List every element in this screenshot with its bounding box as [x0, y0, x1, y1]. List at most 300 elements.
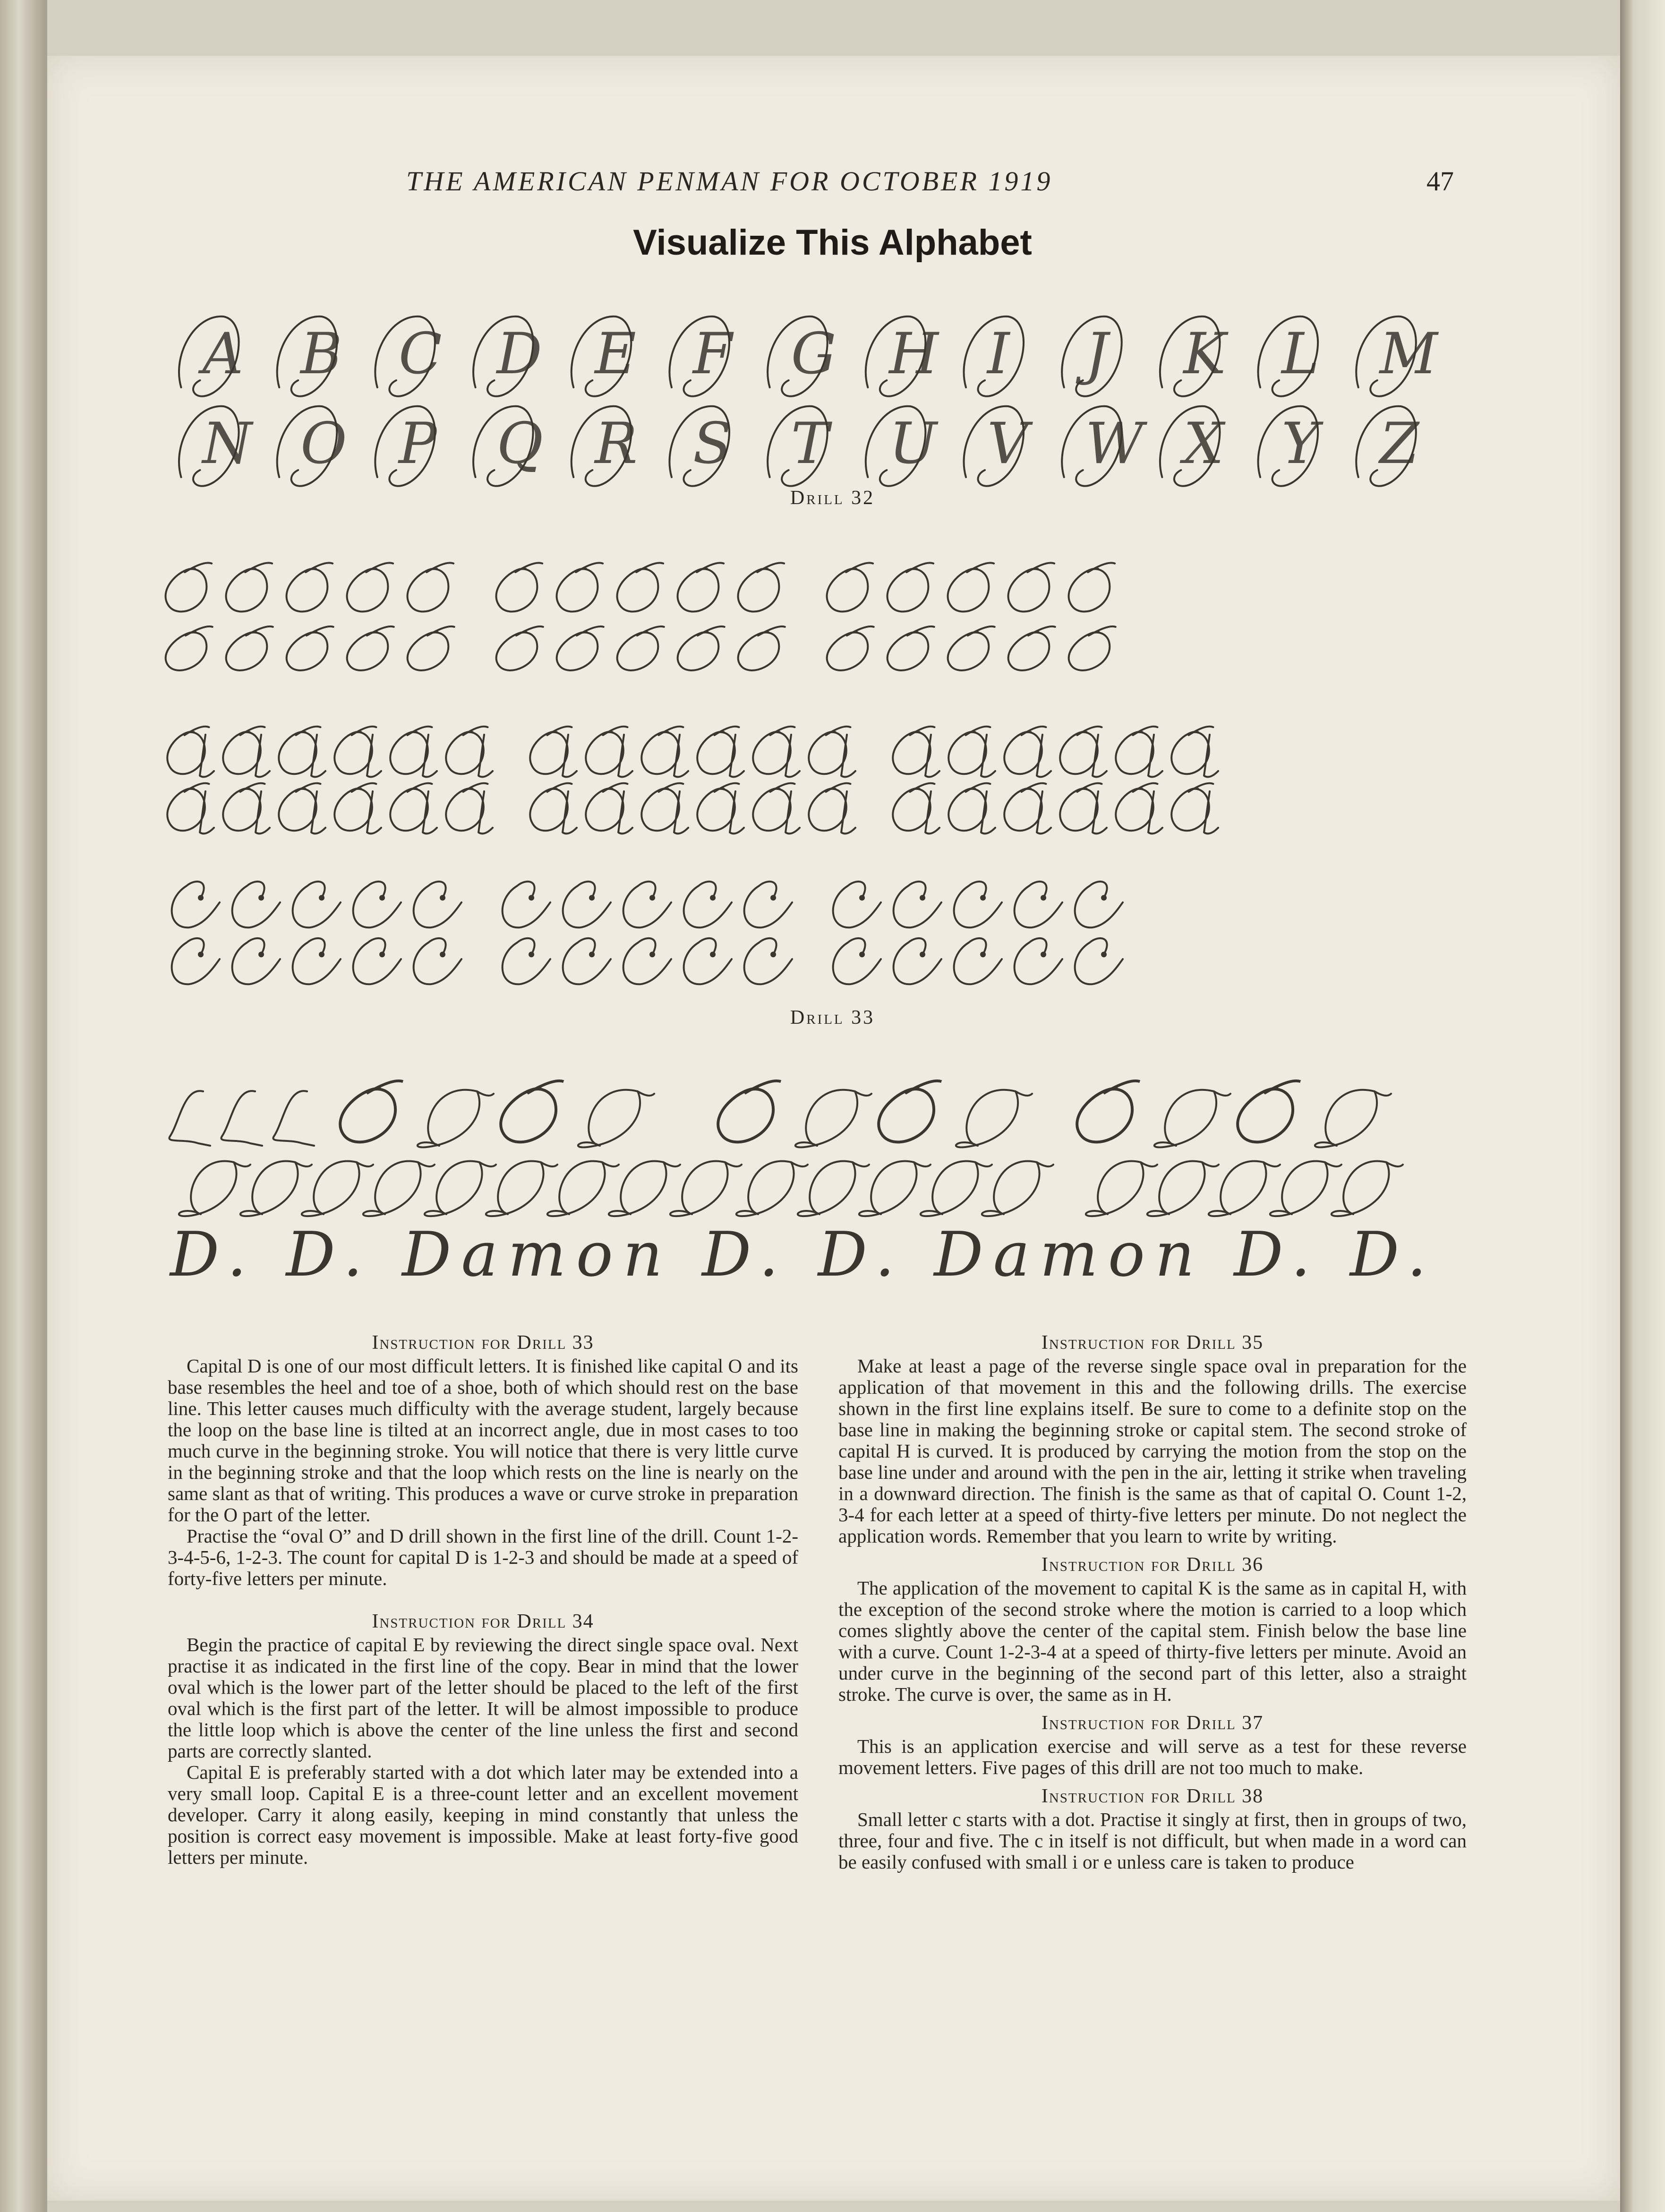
c-drill-dot [319, 895, 324, 900]
drill-32-label: Drill 32 [790, 487, 875, 509]
c-drill-glyph [833, 882, 881, 927]
a-drill-glyph [523, 725, 583, 778]
a-drill-glyph [1109, 725, 1169, 778]
a-drill-glyph-stroke [1165, 725, 1225, 778]
a-drill-glyph [1165, 725, 1225, 778]
c-drill-dot [649, 895, 655, 900]
c-drill-row-2-glyphs [142, 926, 1455, 992]
a-drill-glyph-stroke [272, 781, 332, 835]
oval-drill-glyph-stroke [401, 625, 464, 675]
oval-drill-row-2 [142, 619, 1455, 680]
oval-drill-glyph [1063, 625, 1126, 675]
a-drill-glyph-stroke [161, 781, 221, 835]
a-drill-stem [925, 735, 939, 777]
heavy-oval [870, 1079, 956, 1148]
a-drill-stem [981, 791, 995, 833]
a-drill-glyph-stroke [1053, 781, 1113, 835]
a-drill-glyph-stroke [691, 725, 751, 778]
heavy-oval [1229, 1079, 1315, 1148]
oval-drill-row-1-glyphs [142, 553, 1455, 624]
a-drill-stem [730, 735, 744, 777]
c-drill-glyph [623, 882, 671, 927]
heavy-oval-stroke [1068, 1079, 1154, 1148]
capital-letter: R [595, 411, 638, 477]
oval-drill-glyph-stroke [821, 625, 884, 675]
c-drill-glyph [1075, 938, 1123, 984]
oval-drill-glyph [672, 625, 734, 675]
a-drill-glyph-stroke [439, 781, 499, 835]
a-drill-glyph [579, 725, 639, 778]
a-drill-row-2 [142, 775, 1455, 841]
a-drill-stem [618, 735, 632, 777]
capital-letter: X [1183, 411, 1224, 477]
a-drill-stem [1093, 791, 1107, 833]
capital-letter: W [1085, 411, 1144, 477]
a-drill-glyph [998, 781, 1058, 835]
capital-d [1154, 1090, 1230, 1148]
oval-drill-glyph-stroke [550, 561, 614, 616]
capital-d [921, 1161, 992, 1216]
a-drill-glyph-stroke [942, 725, 1002, 778]
c-drill-row-1-glyphs [142, 869, 1455, 935]
d-drill-row [142, 1148, 1455, 1224]
body-paragraph: Small letter c starts with a dot. Practise it singly at first, then in groups of two, three, four and five. The c in itself is not difficult, but when made in a word can be easily confused with small i or e unless care is taken to produce [838, 1809, 1467, 1873]
section-heading: Instruction for Drill 34 [372, 1611, 594, 1632]
a-drill-stem [1037, 735, 1051, 777]
c-drill-glyph [563, 938, 611, 984]
a-drill-stem [423, 735, 437, 777]
a-drill-row-2-glyphs [142, 775, 1455, 841]
a-drill-glyph [523, 781, 583, 835]
capital-letter: V [987, 411, 1028, 477]
oval-drill-glyph [1002, 625, 1065, 675]
c-drill-glyph [503, 882, 550, 927]
c-drill-glyph [172, 938, 220, 984]
capital-d [956, 1090, 1032, 1148]
c-drill-dot [440, 952, 445, 957]
a-drill-glyph [161, 725, 221, 778]
c-drill-glyph [744, 882, 792, 927]
l-stroke [169, 1091, 210, 1146]
script-alphabet-row-2 [142, 392, 1455, 501]
oval-drill-glyph-stroke [490, 625, 553, 675]
heavy-oval [332, 1079, 417, 1148]
a-drill-glyph-stroke [272, 725, 332, 778]
oval-drill-glyph-stroke [942, 625, 1005, 675]
a-drill-stem [730, 791, 744, 833]
c-drill-dot [710, 952, 716, 957]
c-drill-glyph [293, 938, 341, 984]
capital-d [982, 1161, 1053, 1216]
a-drill-stem [478, 791, 493, 833]
oval-drill-glyph-stroke [280, 561, 344, 616]
body-paragraph: This is an application exercise and will serve as a test for these reverse movement letters. Five pages of this drill are not too much to make. [838, 1735, 1467, 1778]
oval-drill-glyph-stroke [341, 625, 404, 675]
a-drill-stem [367, 791, 381, 833]
c-drill-row-1 [142, 869, 1455, 935]
oval-drill-glyph [401, 561, 465, 616]
a-drill-glyph [272, 781, 332, 835]
capital-letter: Y [1281, 411, 1319, 477]
oval-drill-glyph [281, 625, 343, 675]
a-drill-glyph-stroke [942, 781, 1002, 835]
section-heading: Instruction for Drill 38 [1041, 1785, 1264, 1807]
capital-d [798, 1161, 869, 1216]
a-drill-glyph-stroke [579, 781, 639, 835]
c-drill-dot [198, 952, 204, 957]
oval-drill-glyph [941, 561, 1005, 616]
c-drill-glyph [1015, 938, 1062, 984]
c-drill-glyph [684, 938, 732, 984]
c-drill-glyph [894, 882, 941, 927]
capital-d [1209, 1161, 1280, 1216]
capital-letter: S [692, 411, 732, 477]
a-drill-stem [1093, 735, 1107, 777]
page-title: Visualize This Alphabet [633, 223, 1032, 263]
a-drill-stem [674, 791, 688, 833]
c-drill-dot [319, 952, 324, 957]
oval-drill-glyph-stroke [672, 625, 734, 675]
a-drill-glyph-stroke [691, 781, 751, 835]
a-drill-glyph-stroke [384, 781, 444, 835]
capital-letter: B [300, 321, 342, 387]
binding-edge [1620, 0, 1665, 2212]
heavy-oval-stroke [492, 1079, 578, 1148]
c-drill-glyph [684, 882, 732, 927]
facing-page-edge [0, 0, 47, 2212]
oval-drill-glyph [820, 561, 884, 616]
oval-drill-glyph-stroke [1001, 561, 1066, 616]
a-drill-glyph-stroke [579, 725, 639, 778]
oval-drill-glyph [732, 625, 795, 675]
damon-script-text: D. D. Damon D. D. Damon D. D. [170, 1218, 1426, 1290]
oval-drill-glyph [219, 561, 283, 616]
a-drill-stem [311, 735, 325, 777]
c-drill-glyph [172, 882, 220, 927]
d-drill-row-glyphs [142, 1148, 1455, 1224]
a-drill-glyph-stroke [328, 781, 388, 835]
script-alphabet-row-2-glyphs [142, 392, 1455, 501]
heavy-oval-stroke [332, 1079, 417, 1148]
capital-d [859, 1161, 931, 1216]
capital-d [418, 1090, 494, 1148]
capital-letter: E [595, 321, 636, 387]
oval-drill-glyph [731, 561, 795, 616]
capital-letter: U [889, 411, 937, 477]
a-drill-glyph [635, 725, 695, 778]
a-drill-glyph [384, 725, 444, 778]
oval-drill-glyph-stroke [610, 561, 675, 616]
heavy-oval [492, 1079, 578, 1148]
c-drill-dot [1101, 952, 1107, 957]
c-drill-glyph [833, 938, 881, 984]
oval-drill-row-1 [142, 553, 1455, 624]
oval-drill-glyph [220, 625, 283, 675]
oval-drill-glyph [821, 625, 884, 675]
c-drill-dot [589, 952, 595, 957]
a-drill-glyph-stroke [998, 725, 1058, 778]
body-paragraph: Make at least a page of the reverse single space oval in preparation for the application of that movement in this and the following drills. The exercise shown in the first line explains itself. Be sure to come to a definite stop on the base line in making the beginning stroke or capital stem. The second stroke of capital H is curved. It is produced by carrying the motion from the stop on the base line under and around with the pen in the air, letting it strike when traveling in a downward direction. The finish is the same as that of capital O. Count 1-2, 3-4 for each letter at a speed of thirty-five letters per minute. Do not neglect the application words. Remember that you learn to write by writing. [838, 1355, 1467, 1547]
oval-drill-glyph-stroke [1063, 625, 1126, 675]
oval-d-drill-row-glyphs [142, 1072, 1455, 1153]
capital-letter: T [791, 411, 829, 477]
a-drill-glyph [746, 725, 806, 778]
oval-drill-glyph-stroke [671, 561, 735, 616]
a-drill-glyph [216, 725, 276, 778]
capital-d [1315, 1090, 1391, 1148]
a-drill-glyph-stroke [439, 725, 499, 778]
c-drill-dot [859, 895, 865, 900]
capital-d [486, 1161, 557, 1216]
capital-letter: P [398, 411, 437, 477]
a-drill-glyph [328, 781, 388, 835]
oval-drill-glyph-stroke [219, 561, 283, 616]
a-drill-stem [786, 735, 800, 777]
c-drill-glyph [563, 882, 611, 927]
a-drill-glyph [216, 781, 276, 835]
heavy-oval [709, 1079, 795, 1148]
capital-letter: I [987, 321, 1010, 387]
oval-drill-glyph-stroke [160, 625, 222, 675]
oval-drill-glyph [340, 561, 404, 616]
c-drill-dot [1101, 895, 1107, 900]
capital-letter: O [300, 411, 347, 477]
capital-d [795, 1090, 871, 1148]
l-stroke [221, 1091, 262, 1146]
c-drill-dot [379, 895, 385, 900]
oval-drill-glyph-stroke [732, 625, 795, 675]
a-drill-glyph [942, 781, 1002, 835]
capital-letter: Q [496, 411, 543, 477]
a-drill-glyph [942, 725, 1002, 778]
capital-d [736, 1161, 808, 1216]
body-paragraph: Practise the “oval O” and D drill shown in the first line of the drill. Count 1-2-3-4-5-6, 1-2-3. The count for capital D is 1-2-3 and should be made at a speed of forty-five letters per minute. [168, 1525, 798, 1589]
c-drill-dot [258, 895, 264, 900]
c-drill-dot [859, 952, 865, 957]
a-drill-glyph-stroke [384, 725, 444, 778]
oval-drill-glyph [401, 625, 464, 675]
a-drill-stem [256, 791, 270, 833]
c-drill-glyph [954, 882, 1002, 927]
running-head: THE AMERICAN PENMAN FOR OCTOBER 1919 [406, 166, 1053, 197]
capital-letter: K [1183, 321, 1226, 387]
a-drill-row-1-glyphs [142, 718, 1455, 784]
oval-drill-glyph [280, 561, 344, 616]
c-drill-row-2 [142, 926, 1455, 992]
a-drill-glyph [886, 781, 946, 835]
a-drill-glyph [746, 781, 806, 835]
a-drill-glyph-stroke [746, 781, 806, 835]
oval-drill-glyph-stroke [159, 561, 223, 616]
a-drill-glyph-stroke [746, 725, 806, 778]
a-drill-glyph [272, 725, 332, 778]
a-drill-stem [1037, 791, 1051, 833]
body-paragraph: Capital E is preferably started with a dot which later may be extended into a very small loop. Capital E is a three-count letter and an excellent movement developer. Carry it along easily, keeping in mind constantly that unless the position is correct easy movement is impossible. Make at least forty-five good letters per minute. [168, 1761, 798, 1868]
c-drill-dot [710, 895, 716, 900]
section-heading: Instruction for Drill 37 [1041, 1712, 1264, 1734]
oval-drill-glyph-stroke [1062, 561, 1126, 616]
oval-drill-glyph [1062, 561, 1126, 616]
a-drill-glyph [691, 725, 751, 778]
c-drill-dot [920, 895, 925, 900]
a-drill-glyph [691, 781, 751, 835]
capital-d [547, 1161, 619, 1216]
c-drill-glyph [954, 938, 1002, 984]
a-drill-glyph-stroke [328, 725, 388, 778]
drill-33-label: Drill 33 [790, 1007, 875, 1029]
oval-drill-glyph [551, 625, 614, 675]
body-paragraph: The application of the movement to capital K is the same as in capital H, with the exception of the second stroke where the motion is carried to a loop which comes slightly above the center of the capital stem. Finish below the base line with a curve. Count 1-2-3-4 at a speed of thirty-five letters per minute. Avoid an under curve in the beginning of the second part of this letter, also a straight stroke. The curve is over, the same as in H. [838, 1577, 1467, 1705]
capital-letter: F [692, 321, 733, 387]
oval-drill-glyph [159, 561, 223, 616]
capital-d [425, 1161, 496, 1216]
oval-drill-glyph [880, 561, 945, 616]
a-drill-stem [925, 791, 939, 833]
oval-drill-row-2-glyphs [142, 619, 1455, 680]
damon-word-drill-row [142, 1219, 1455, 1299]
a-drill-glyph-stroke [1109, 781, 1169, 835]
c-drill-glyph [293, 882, 341, 927]
capital-d [1270, 1161, 1341, 1216]
a-drill-glyph [635, 781, 695, 835]
c-drill-dot [1041, 952, 1046, 957]
a-drill-glyph-stroke [1165, 781, 1225, 835]
a-drill-glyph-stroke [998, 781, 1058, 835]
a-drill-stem [1148, 791, 1162, 833]
a-drill-stem [200, 791, 214, 833]
heavy-oval-stroke [870, 1079, 956, 1148]
capital-letter: N [202, 411, 252, 477]
capital-letter: D [496, 321, 542, 387]
c-drill-glyph [414, 882, 461, 927]
capital-d [302, 1161, 373, 1216]
c-drill-glyph [894, 938, 941, 984]
oval-drill-glyph [489, 561, 554, 616]
a-drill-glyph [1053, 781, 1113, 835]
page-number: 47 [1426, 166, 1454, 197]
oval-d-drill-row [142, 1072, 1455, 1153]
a-drill-glyph [384, 781, 444, 835]
a-drill-glyph-stroke [886, 725, 946, 778]
capital-letter: J [1085, 321, 1108, 387]
oval-drill-glyph [611, 625, 674, 675]
c-drill-glyph [353, 882, 401, 927]
a-drill-glyph-stroke [635, 725, 695, 778]
capital-letter: M [1379, 321, 1438, 387]
a-drill-glyph [886, 725, 946, 778]
a-drill-glyph-stroke [802, 725, 862, 778]
a-drill-glyph [161, 781, 221, 835]
oval-drill-glyph [610, 561, 675, 616]
a-drill-glyph [579, 781, 639, 835]
c-drill-dot [198, 895, 204, 900]
oval-drill-glyph [160, 625, 222, 675]
a-drill-stem [1148, 735, 1162, 777]
capital-d [1147, 1161, 1219, 1216]
a-drill-stem [200, 735, 214, 777]
a-drill-stem [563, 791, 577, 833]
a-drill-glyph-stroke [802, 781, 862, 835]
c-drill-glyph [1075, 882, 1123, 927]
a-drill-glyph-stroke [161, 725, 221, 778]
oval-drill-glyph [550, 561, 614, 616]
a-drill-stem [981, 735, 995, 777]
heavy-oval [1068, 1079, 1154, 1148]
a-drill-stem [1204, 735, 1218, 777]
a-drill-stem [367, 735, 381, 777]
capital-letter: G [791, 321, 837, 387]
oval-drill-glyph-stroke [401, 561, 465, 616]
c-drill-dot [1041, 895, 1046, 900]
a-drill-stem [674, 735, 688, 777]
c-drill-dot [770, 895, 776, 900]
oval-drill-glyph-stroke [340, 561, 404, 616]
c-drill-dot [920, 952, 925, 957]
a-drill-glyph-stroke [886, 781, 946, 835]
capital-d [240, 1161, 312, 1216]
a-drill-glyph-stroke [523, 781, 583, 835]
body-paragraph: Begin the practice of capital E by reviewing the direct single space oval. Next practise it as indicated in the first line of the copy. Bear in mind that the lower oval which is the lower part of the letter should be placed to the left of the first oval which is the first part of the letter. It will be almost impossible to produce the little loop which is above the center of the line unless the first and second parts are correctly slanted. [168, 1634, 798, 1762]
a-drill-stem [1204, 791, 1218, 833]
a-drill-stem [311, 791, 325, 833]
oval-drill-glyph-stroke [941, 561, 1005, 616]
capital-letter: H [889, 321, 939, 387]
c-drill-dot [440, 895, 445, 900]
capital-letter: Z [1379, 411, 1419, 477]
a-drill-glyph [1165, 781, 1225, 835]
oval-drill-glyph [671, 561, 735, 616]
a-drill-glyph [1053, 725, 1113, 778]
a-drill-glyph [328, 725, 388, 778]
capital-d [1332, 1161, 1403, 1216]
a-drill-glyph [802, 725, 862, 778]
c-drill-glyph [623, 938, 671, 984]
capital-d [578, 1090, 654, 1148]
right-column [838, 1332, 1467, 1873]
a-drill-glyph-stroke [216, 725, 276, 778]
oval-drill-glyph [1001, 561, 1066, 616]
a-drill-row-1 [142, 718, 1455, 784]
c-drill-dot [589, 895, 595, 900]
c-drill-dot [980, 895, 986, 900]
a-drill-stem [786, 791, 800, 833]
capital-letter: L [1281, 321, 1319, 387]
c-drill-dot [529, 952, 534, 957]
a-drill-glyph [998, 725, 1058, 778]
c-drill-glyph [414, 938, 461, 984]
oval-drill-glyph-stroke [611, 625, 674, 675]
a-drill-stem [841, 735, 855, 777]
c-drill-glyph [353, 938, 401, 984]
a-drill-stem [841, 791, 855, 833]
a-drill-stem [618, 791, 632, 833]
a-drill-glyph [802, 781, 862, 835]
oval-drill-glyph [490, 625, 553, 675]
capital-d [363, 1161, 435, 1216]
heavy-oval-stroke [1229, 1079, 1315, 1148]
l-stroke [273, 1091, 314, 1146]
oval-drill-glyph [341, 625, 404, 675]
oval-drill-glyph-stroke [881, 625, 944, 675]
oval-drill-glyph-stroke [551, 625, 614, 675]
a-drill-stem [256, 735, 270, 777]
capital-letter: A [202, 321, 244, 387]
oval-drill-glyph [881, 625, 944, 675]
c-drill-dot [649, 952, 655, 957]
a-drill-stem [423, 791, 437, 833]
body-paragraph: Capital D is one of our most difficult letters. It is finished like capital O and its base resembles the heel and toe of a shoe, both of which should rest on the base line. This letter causes much difficulty with the average student, largely because the loop on the base line is tilted at an incorrect angle, due in most cases to too much curve in the beginning stroke. You will notice that there is very little curve in the beginning stroke and that the loop which rests on the line is nearly on the same slant as that of writing. This produces a wave or curve stroke in preparation for the O part of the letter. [168, 1355, 798, 1526]
capital-d [1086, 1161, 1157, 1216]
